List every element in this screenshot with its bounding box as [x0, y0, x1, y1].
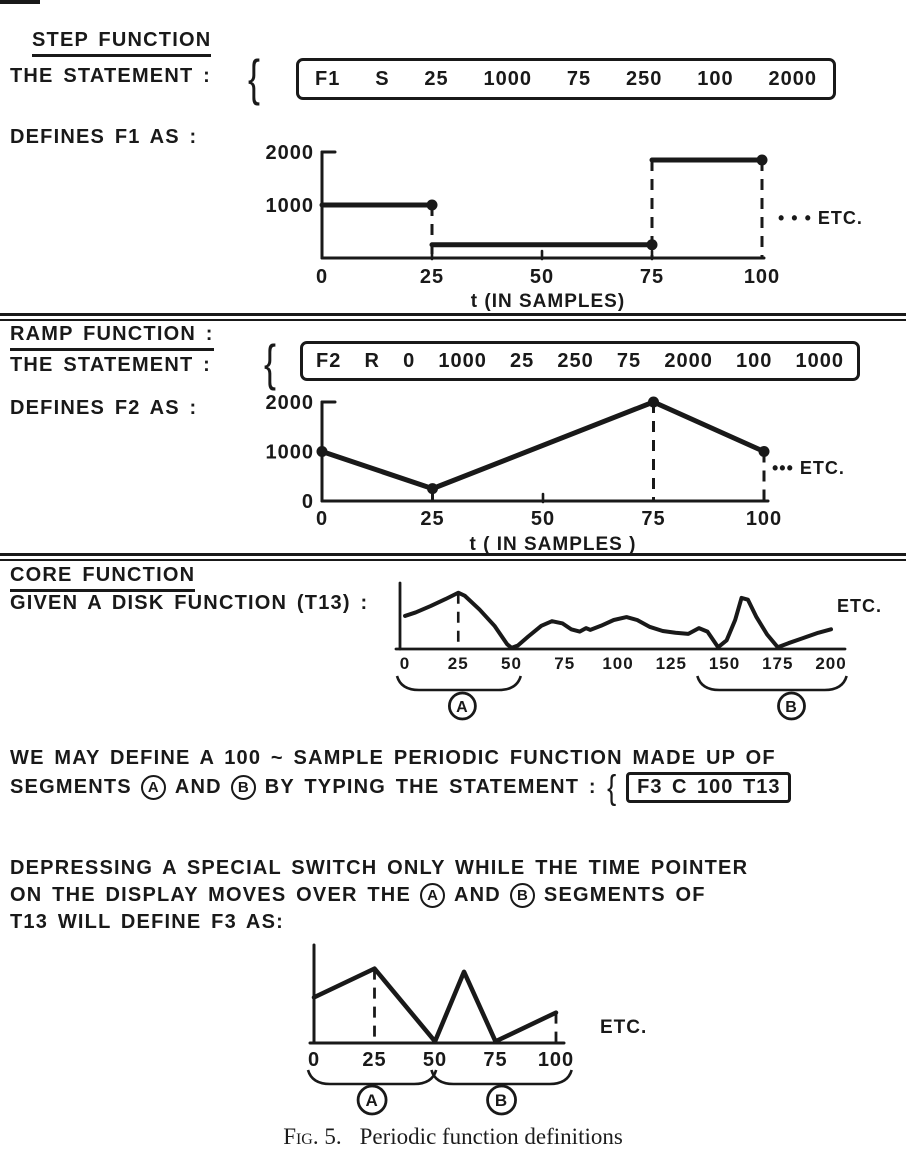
svg-text:75: 75	[639, 266, 665, 288]
svg-text:125: 125	[655, 654, 687, 673]
step-statement-label: THE STATEMENT :	[10, 65, 212, 87]
paragraph-line: WE MAY DEFINE A 100 ~ SAMPLE PERIODIC FUNCTION MADE UP OF	[10, 747, 776, 769]
f3-result-chart	[250, 938, 690, 1138]
svg-text:t (IN SAMPLES): t (IN SAMPLES)	[470, 291, 626, 312]
svg-text:175: 175	[762, 654, 794, 673]
segment-b-badge: B	[510, 883, 535, 908]
svg-text:• • • ETC.: • • • ETC.	[778, 208, 863, 228]
figure-number: Fig. 5.	[283, 1124, 342, 1149]
core-given-label: GIVEN A DISK FUNCTION (T13) :	[10, 592, 369, 614]
svg-text:A: A	[365, 1091, 379, 1111]
svg-text:2000: 2000	[265, 142, 314, 164]
svg-text:0: 0	[315, 266, 329, 288]
paragraph-line	[10, 768, 902, 807]
svg-text:200: 200	[815, 654, 847, 673]
f3-statement-box: F3 C 100 T13	[626, 772, 791, 803]
ramp-left-brace: {	[264, 335, 277, 391]
step-section-title: STEP FUNCTION	[32, 29, 211, 57]
core-section-title: CORE FUNCTION	[10, 564, 195, 592]
svg-text:100: 100	[743, 266, 781, 288]
svg-text:50: 50	[529, 266, 555, 288]
svg-text:B: B	[494, 1091, 509, 1111]
svg-text:0: 0	[315, 508, 329, 530]
paragraph-line	[10, 882, 902, 909]
svg-text:0: 0	[399, 654, 411, 673]
svg-text:1000: 1000	[265, 195, 314, 217]
paragraph-text: ON THE DISPLAY MOVES OVER THE	[10, 884, 411, 906]
f1-defines-label: DEFINES F1 AS :	[10, 126, 198, 148]
paragraph-text: SEGMENTS OF	[543, 884, 706, 906]
svg-text:ETC.: ETC.	[600, 1017, 648, 1038]
f2-ramp-chart	[248, 390, 906, 562]
svg-text:100: 100	[537, 1049, 575, 1071]
segment-a-badge: A	[420, 883, 445, 908]
core-definition-paragraph	[10, 744, 902, 807]
svg-text:25: 25	[419, 266, 445, 288]
step-left-brace: {	[248, 50, 261, 106]
f2-statement-box	[300, 341, 860, 381]
svg-text:25: 25	[447, 654, 469, 673]
f3-left-brace: {	[606, 768, 617, 807]
svg-text:t ( IN SAMPLES ): t ( IN SAMPLES )	[469, 534, 637, 555]
svg-text:75: 75	[641, 508, 666, 530]
figure-caption	[0, 1124, 906, 1150]
switch-definition-paragraph	[10, 855, 902, 936]
section-divider	[0, 313, 906, 321]
svg-text:0: 0	[307, 1049, 321, 1071]
svg-text:A: A	[456, 698, 469, 716]
svg-text:50: 50	[530, 508, 556, 530]
segment-a-badge: A	[141, 775, 166, 800]
ramp-statement-label: THE STATEMENT :	[10, 354, 212, 376]
f1-step-chart	[248, 130, 906, 316]
svg-text:B: B	[785, 698, 798, 716]
svg-text:0: 0	[301, 491, 314, 513]
svg-text:150: 150	[708, 654, 741, 673]
f1-statement-text: F1 S 25 1000 75 250 100 2000	[315, 67, 817, 90]
t13-disk-function-chart	[385, 570, 906, 755]
svg-text:50: 50	[422, 1049, 448, 1071]
scan-artifact-line	[0, 0, 40, 4]
svg-text:ETC.: ETC.	[837, 596, 883, 616]
svg-text:2000: 2000	[265, 392, 314, 414]
svg-text:100: 100	[602, 654, 634, 673]
svg-text:25: 25	[420, 508, 445, 530]
paragraph-line: DEPRESSING A SPECIAL SWITCH ONLY WHILE THE TIME POINTER	[10, 857, 749, 879]
svg-text:1000: 1000	[265, 441, 314, 464]
paragraph-line: T13 WILL DEFINE F3 AS:	[10, 911, 284, 933]
svg-text:25: 25	[362, 1049, 387, 1071]
paragraph-text: BY TYPING THE STATEMENT :	[264, 776, 597, 798]
svg-text:75: 75	[483, 1049, 508, 1071]
paragraph-text: AND	[174, 776, 222, 798]
svg-text:50: 50	[501, 654, 522, 673]
segment-b-badge: B	[231, 775, 256, 800]
figure-caption-text: Periodic function definitions	[359, 1124, 623, 1149]
f1-statement-box	[296, 58, 836, 100]
section-divider	[0, 553, 906, 561]
svg-text:••• ETC.: ••• ETC.	[772, 458, 845, 478]
ramp-section-title: RAMP FUNCTION :	[10, 323, 214, 351]
f2-statement-text: F2 R 0 1000 25 250 75 2000 100 1000	[316, 349, 844, 372]
svg-text:75: 75	[554, 654, 576, 673]
f2-defines-label: DEFINES F2 AS :	[10, 397, 198, 419]
svg-text:100: 100	[745, 508, 783, 530]
paragraph-text: AND	[453, 884, 501, 906]
paragraph-text: SEGMENTS	[10, 776, 132, 798]
